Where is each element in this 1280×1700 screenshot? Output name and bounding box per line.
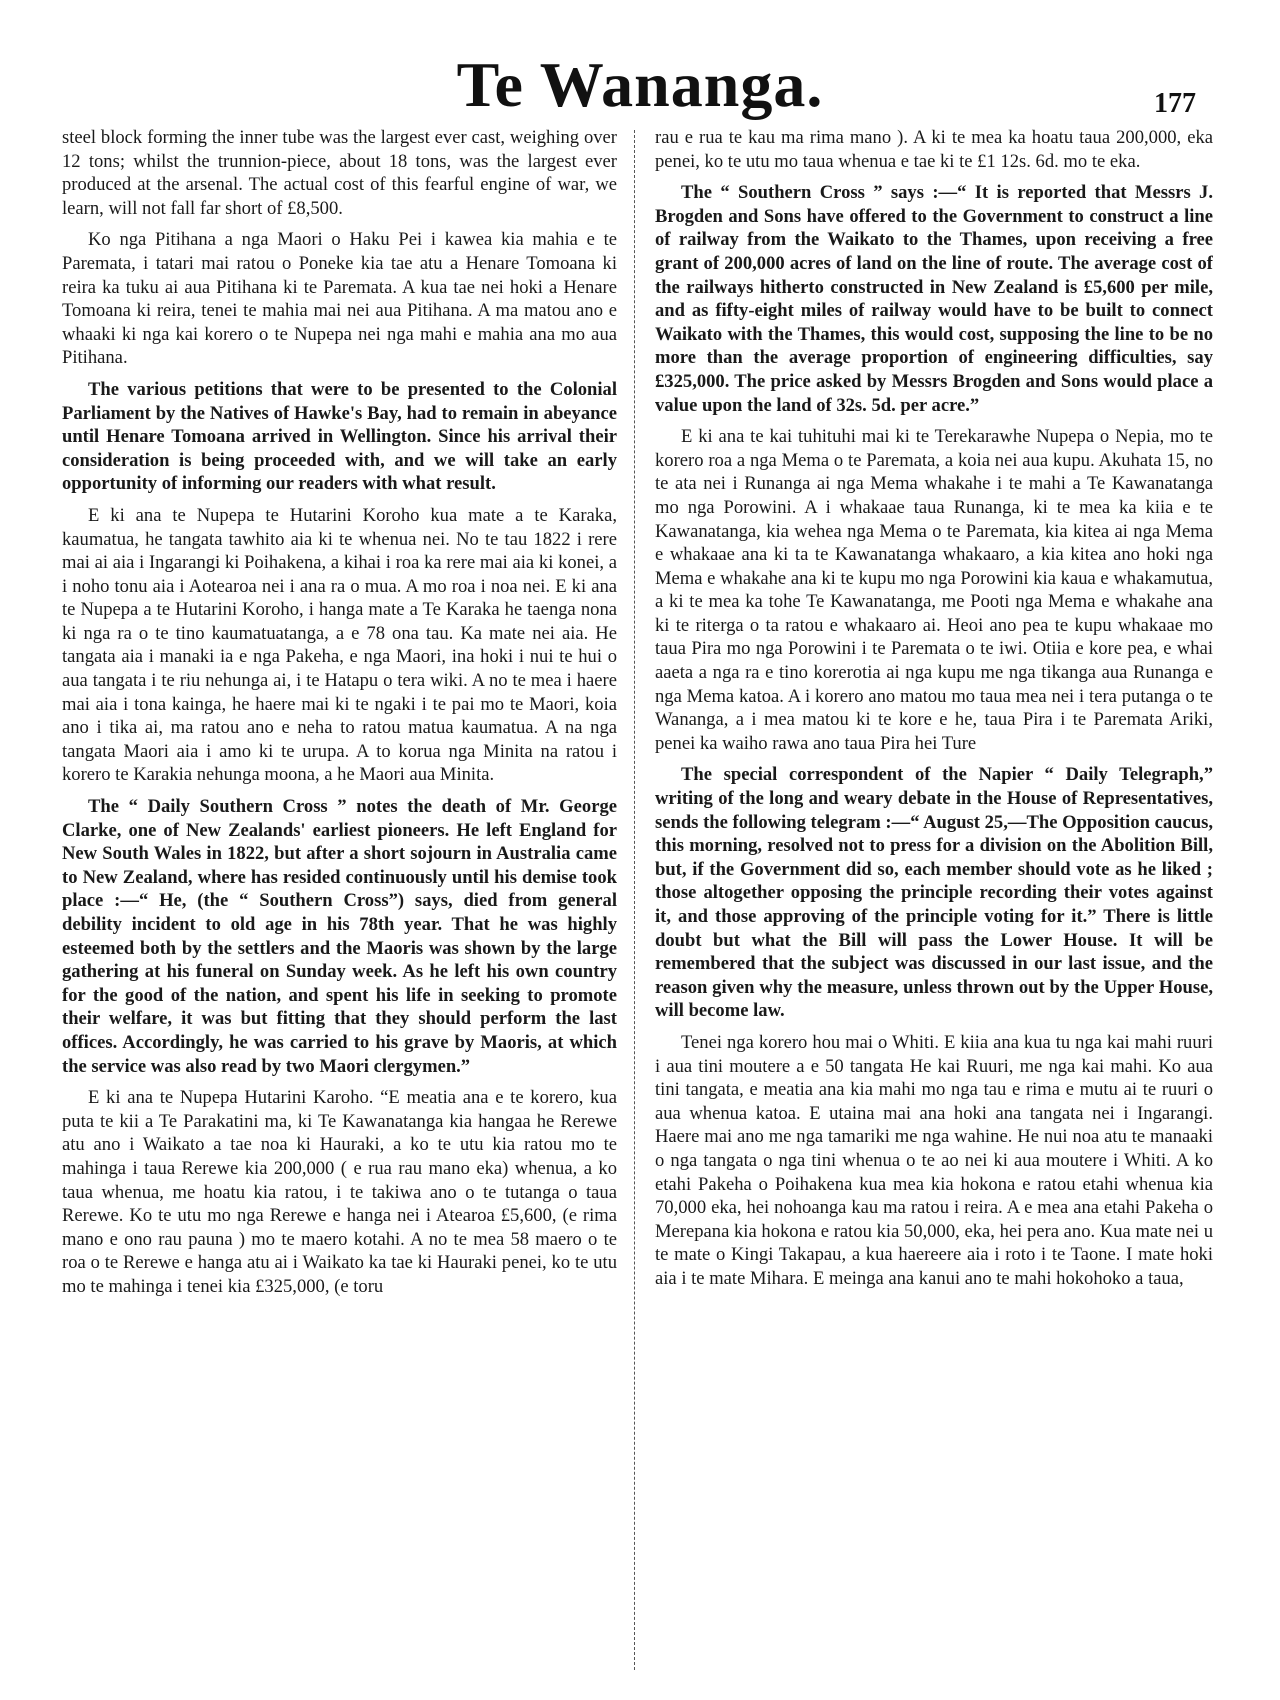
paragraph-petitions-english: The various petitions that were to be presented to the Colonial Parliament by the Natives of Hawke's Bay, had to remain in abeyance until Henare Tomoana arrived in Wellington. Since his arrival their consideration is being proceeded with, and we will take an early opportunity of informing our readers with what result.: [62, 378, 617, 495]
page-title: Te Wananga.: [456, 49, 824, 120]
paragraph-runanga-maori: E ki ana te kai tuhituhi mai ki te Terekarawhe Nupepa o Nepia, mo te korero roa a nga Mema o te Paremata, a koia nei aua kupu. Akuhata 15, no te ata nei i Runanga ai nga Mema whakahe i te mahi a Te Kawanatanga mo nga Porowini. A i whakaae taua Runanga, ki te mea ka kiia e te Kawanatanga, kia wehea nga Mema o te Paremata, kia kitea ai nga Mema e whakaae ana ki ta te Kawanatanga whakaaro, a kia kitea ano hoki nga Mema e whakahe ana ki te kupu mo nga Porowini kia kaua e whakamutua, a ki te mea ka tohe Te Kawanatanga, me Pooti nga Mema e whakahe ana ki te riterga o ta ratou e whakaaro ai. Heoi ano pea te kupu whakaae mo taua Pira mo nga Porowini i te Paremata o te iwi. Otiia e kore pea, e whai aaeta a nga ra e tino korerotia ai nga kupu me nga tikanga aua Runanga e nga Mema katoa. A i korero ano matou mo taua mea nei i tera putanga o te Wananga, a i mea matou ki te kore e he, taua Pira i te Paremata Ariki, penei ka waiho rawa ano taua Pira hei Ture: [655, 426, 1213, 754]
right-column: [655, 126, 1213, 1686]
page-number: 177: [1154, 88, 1196, 119]
paragraph-pitihana-maori: Ko nga Pitihana a nga Maori o Haku Pei i kawea kia mahia e te Paremata, i tatari mai ratou o Poneke kia tae atu a Henare Tomoana ki reira ka tuku ai aua Pitihana ki te Paremata. A kua tae nei hoki a Henare Tomoana ki reira, tenei te mahia mai nei aua Pitihana. A ma matou ano e whaaki ki nga kai korero o te Nupepa nei nga mahi e mahia ana mo aua Pitihana.: [62, 229, 617, 369]
paragraph-rerewe-maori-cont: rau e rua te kau ma rima mano ). A ki te mea ka hoatu taua 200,000, eka penei, ko te utu mo taua whenua e tae ki te £1 12s. 6d. mo te eka.: [655, 127, 1213, 172]
paragraph-telegraph-english: The special correspondent of the Napier “ Daily Telegraph,” writing of the long and weary debate in the House of Representatives, sends the following telegram :—“ August 25,—The Opposition caucus, this morning, resolved not to press for a division on the Abolition Bill, but, if the Government did so, each member should vote as he liked ; those altogether opposing the principle recording their votes against it, and those approving of the principle voting for it.” There is little doubt but what the Bill will pass the Lower House. It will be remembered that the subject was discussed in our last issue, and the reason given why the measure, unless thrown out by the Upper House, will become law.: [655, 764, 1213, 1022]
paragraph-clarke-english: The “ Daily Southern Cross ” notes the death of Mr. George Clarke, one of New Zealands' earliest pioneers. He left England for New South Wales in 1822, but after a short sojourn in Australia came to New Zealand, where has resided continuously until his demise took place :—“ He, (the “ Southern Cross”) says, died from general debility incident to old age in his 78th year. That he was highly esteemed both by the settlers and the Maoris was shown by the large gathering at his funeral on Sunday week. As he left his own country for the good of the nation, and spent his life in seeking to promote their welfare, it was but fitting that they should perform the last offices. Accordingly, he was carried to his grave by Maoris, at which the service was also read by two Maori clergymen.”: [62, 796, 617, 1077]
paragraph-gun-cost: steel block forming the inner tube was the largest ever cast, weighing over 12 tons; whilst the trunnion-piece, about 18 tons, was the largest ever produced at the arsenal. The actual cost of this fearful engine of war, we learn, will not fall far short of £8,500.: [62, 127, 617, 219]
paragraph-railway-english: The “ Southern Cross ” says :—“ It is reported that Messrs J. Brogden and Sons have offered to the Government to construct a line of railway from the Waikato to the Thames, upon receiving a free grant of 200,000 acres of land on the line of route. The average cost of the railways hitherto constructed in New Zealand is £5,600 per mile, and as fifty-eight miles of railway would have to be built to connect Waikato with the Thames, this would cost, supposing the line to be no more than the average proportion of engineering difficulties, say £325,000. The price asked by Messrs Brogden and Sons would place a value upon the land of 32s. 5d. per acre.”: [655, 182, 1213, 416]
column-divider: [634, 130, 635, 1670]
paragraph-whiti-maori: Tenei nga korero hou mai o Whiti. E kiia ana kua tu nga kai mahi ruuri i aua tini moutere a e 50 tangata He kai Ruuri, me nga kai mahi. Ko aua tini tangata, e meatia ana kia mahi mo nga tau e rima e mutu ai te ruuri o aua whenua katoa. E utaina mai ana hoki ana tangata nei i Ingarangi. Haere mai ano me nga tamariki me nga wahine. He nui noa atu te manaaki o nga tangata o nga tini whenua o te ao nei ki aua moutere i Whiti. A ko etahi Pakeha o Poihakena kua mea kia hokona e ratou etahi whenua kia 70,000 eka, hei nohoanga kau ma ratou i reira. A e mea ana etahi Pakeha o Merepana kia hokona e ratou kia 50,000, eka, hei pera ano. Kua mate nei u te mate o Kingi Takapau, a kua haereere aia i roto i te Taone. I mate hoki aia i te mate Mihara. E meinga ana kanui ano te mahi hokohoko a taua,: [655, 1031, 1213, 1289]
paragraph-rerewe-maori: E ki ana te Nupepa Hutarini Karoho. “E meatia ana e te korero, kua puta te kii a Te Parakatini ma, ki Te Kawanatanga kia hangaa he Rerewe atu ano i Waikato a tae noa ki Hauraki, a ko te utu kia ratou mo te mahinga i taua Rerewe kia 200,000 ( e rua rau mano eka) whenua, a ko taua whenua, me hoatu kia ratou, i te takiwa ano o te tutanga o taua Rerewe. Ko te utu mo nga Rerewe e hanga nei i Atearoa £5,600, (e rima mano e ono rau pauna ) mo te maero kotahi. A no te mea 58 maero o te roa o te Rerewe e hanga atu ai i Waikato ka tae ki Hauraki penei, ko te utu mo te mahinga i tenei kia £325,000, (e toru: [62, 1087, 617, 1297]
paragraph-karaka-maori: E ki ana te Nupepa te Hutarini Koroho kua mate a te Karaka, kaumatua, he tangata tawhito aia ki te whenua nei. No te tau 1822 i rere mai ai aia i Ingarangi ki Poihakena, a kihai i roa ka rere mai aia ki konei, a i noho tonu aia i Aotearoa nei i ana ra o mua. A mo roa i noa nei. E ki ana te Nupepa a te Hutarini Koroho, i hanga mate a Te Karaka he taenga nona ki nga ra o te tino kaumatuatanga, a e 78 ona tau. Ka mate nei aia. He tangata aia i manaki ia e nga Pakeha, e nga Maori, ina hoki i nui te hui o aua tangata i te riu nehunga ai, i te Hatapu o tera wiki. A no te mea i haere mai aia i tona kainga, he haere mai ki te ngaki i te pai mo te Maori, koia ano i tika ai, ma ratou ano e neha to ratou matua kaumatua. A na nga tangata Maori aia i amo ki te urupa. A to korua nga Minita na ratou i korero te Karakia nehunga moona, a he Maori aua Minita.: [62, 504, 617, 786]
left-column: [62, 126, 617, 1686]
